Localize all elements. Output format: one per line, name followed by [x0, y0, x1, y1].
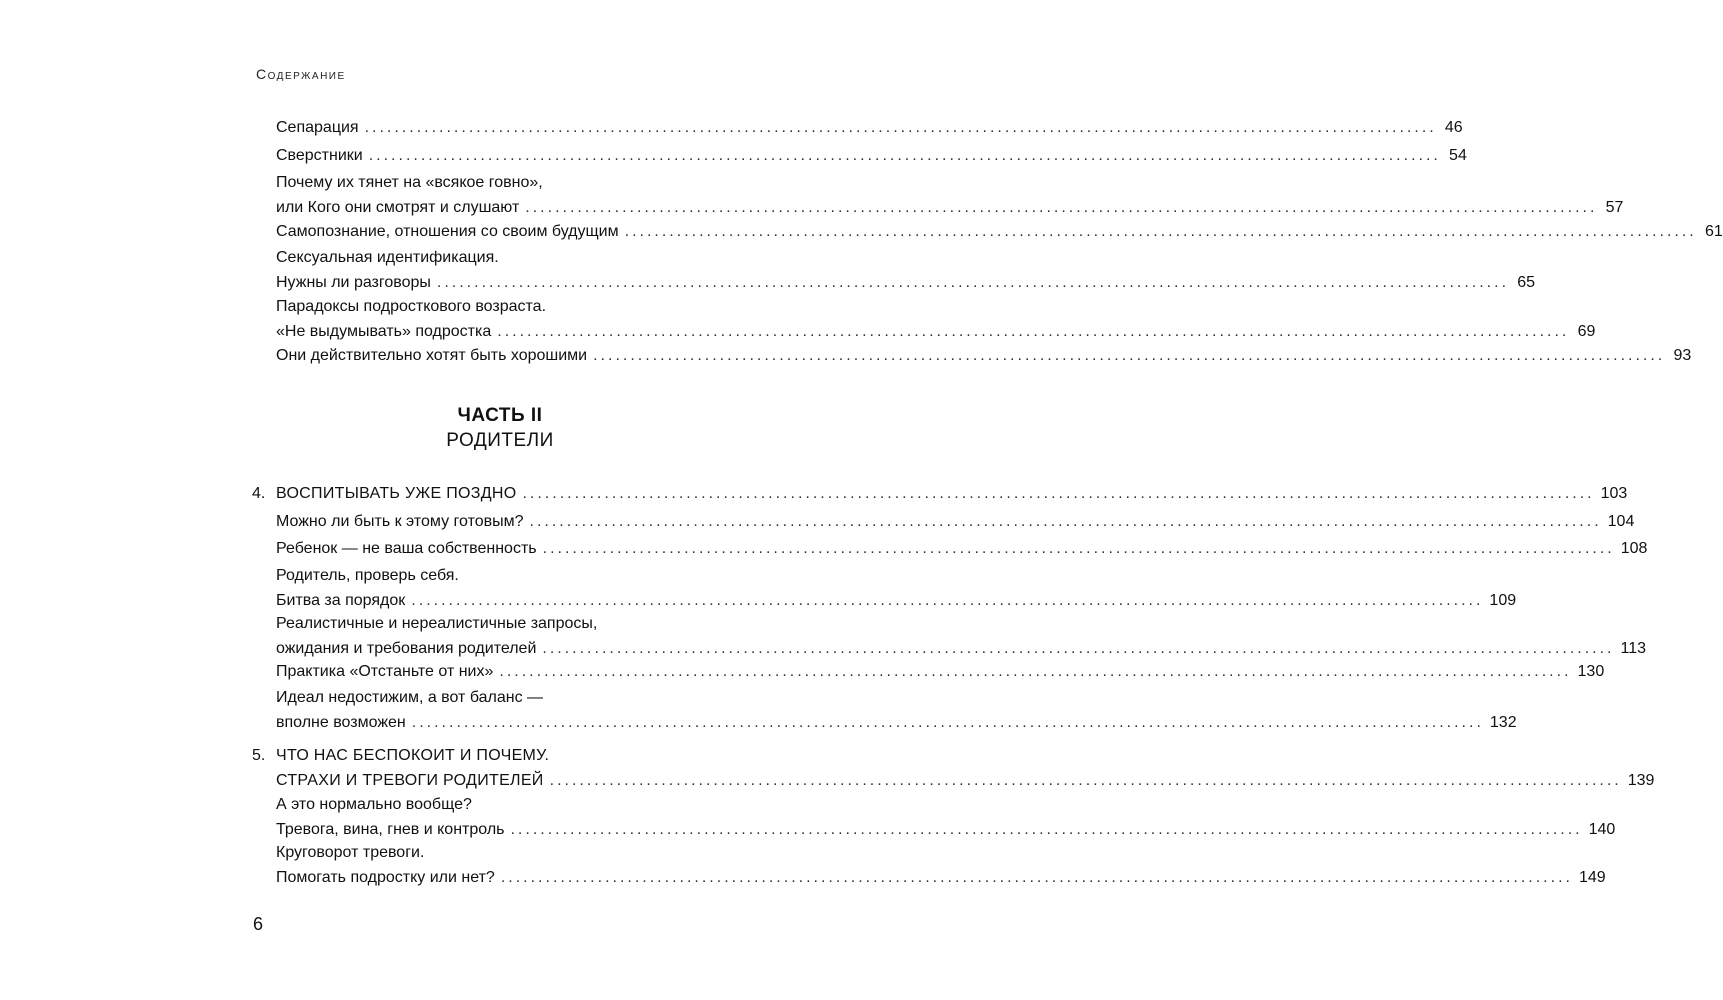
- toc-entry-separation[interactable]: [276, 115, 1463, 140]
- toc-entry-check-yourself[interactable]: [276, 563, 1517, 613]
- toc-entry-title: Битва за порядок: [276, 592, 406, 609]
- leader-dots: ................................................................................................................................................: [549, 772, 1622, 789]
- toc-entry-title: Практика «Отстаньте от них»: [276, 663, 494, 680]
- toc-chapter-title: ВОСПИТЫВАТЬ УЖЕ ПОЗДНО: [276, 485, 517, 502]
- toc-entry-self-knowledge[interactable]: [276, 219, 1723, 244]
- toc-entry-anxiety-cycle[interactable]: [276, 840, 1606, 890]
- toc-entry-leave-them-alone[interactable]: [276, 659, 1605, 684]
- leader-dots: ................................................................................................................................................: [510, 821, 1583, 838]
- toc-entry-title: Ребенок — не ваша собственность: [276, 540, 537, 557]
- toc-entry-title: Нужны ли разговоры: [276, 274, 431, 291]
- toc-page-number: 93: [1673, 347, 1692, 364]
- leader-dots: ................................................................................................................................................: [542, 540, 1615, 557]
- leader-dots: ................................................................................................................................................: [593, 347, 1666, 364]
- toc-entry-not-property[interactable]: [276, 536, 1648, 561]
- toc-entry-title-line: Круговорот тревоги.: [276, 844, 425, 861]
- toc-entry-realistic-requests[interactable]: [276, 611, 1647, 661]
- toc-page-number: 69: [1577, 323, 1596, 340]
- leader-dots: ................................................................................................................................................: [529, 513, 1602, 530]
- toc-page-number: 113: [1620, 640, 1647, 657]
- toc-entry-title: Можно ли быть к этому готовым?: [276, 513, 524, 530]
- toc-entry-paradoxes[interactable]: [276, 294, 1596, 344]
- toc-page-number: 65: [1517, 274, 1536, 291]
- page-number: 6: [253, 914, 264, 934]
- toc-entry-title: Самопознание, отношения со своим будущим: [276, 223, 619, 240]
- toc-entry-title: вполне возможен: [276, 714, 406, 731]
- leader-dots: ................................................................................................................................................: [525, 199, 1598, 216]
- leader-dots: ................................................................................................................................................: [364, 119, 1437, 136]
- toc-entry-title: Тревога, вина, гнев и контроль: [276, 821, 505, 838]
- leader-dots: ................................................................................................................................................: [411, 714, 1484, 731]
- part-title: ЧАСТЬ II: [457, 405, 543, 426]
- toc-page-number: 140: [1588, 821, 1616, 838]
- toc-chapter-title: СТРАХИ И ТРЕВОГИ РОДИТЕЛЕЙ: [276, 772, 544, 789]
- toc-entry-sexual-identification[interactable]: [276, 245, 1536, 295]
- chapter-number: 4.: [252, 485, 266, 502]
- toc-entry-title-line: Парадоксы подросткового возраста.: [276, 298, 547, 315]
- toc-entry-title: ожидания и требования родителей: [276, 640, 537, 657]
- toc-entry-title: Помогать подростку или нет?: [276, 869, 495, 886]
- toc-entry-title-line: Родитель, проверь себя.: [276, 567, 459, 584]
- toc-page-number: 57: [1605, 199, 1624, 216]
- toc-page-number: 132: [1489, 714, 1517, 731]
- toc-entry-title-line: Реалистичные и нереалистичные запросы,: [276, 615, 598, 632]
- leader-dots: ................................................................................................................................................: [624, 223, 1697, 240]
- toc-chapter-4[interactable]: [276, 481, 1628, 506]
- toc-page-number: 139: [1627, 772, 1655, 789]
- toc-chapter-5[interactable]: [276, 743, 1655, 793]
- toc-entry-ready[interactable]: [276, 509, 1635, 534]
- leader-dots: ................................................................................................................................................: [497, 323, 1570, 340]
- toc-entry-peers[interactable]: [276, 143, 1467, 168]
- toc-entry-title: Они действительно хотят быть хорошими: [276, 347, 588, 364]
- toc-entry-title-line: А это нормально вообще?: [276, 796, 472, 813]
- leader-dots: ................................................................................................................................................: [368, 147, 1441, 164]
- toc-page-number: 104: [1607, 513, 1635, 530]
- toc-entry-title: «Не выдумывать» подростка: [276, 323, 492, 340]
- leader-dots: ................................................................................................................................................: [500, 869, 1573, 886]
- running-head: Содержание: [256, 66, 346, 82]
- part-subtitle: РОДИТЕЛИ: [446, 430, 554, 451]
- toc-entry-title-line: Идеал недостижим, а вот баланс —: [276, 689, 544, 706]
- toc-page-number: 103: [1600, 485, 1628, 502]
- leader-dots: ................................................................................................................................................: [522, 485, 1595, 502]
- toc-page-number: 130: [1577, 663, 1605, 680]
- leader-dots: ................................................................................................................................................: [411, 592, 1484, 609]
- toc-entry-is-it-normal[interactable]: [276, 792, 1616, 842]
- toc-entry-title-line: Почему их тянет на «всякое говно»,: [276, 174, 543, 191]
- chapter-number: 5.: [252, 747, 266, 764]
- toc-page-number: 54: [1449, 147, 1467, 164]
- toc-entry-title: Сверстники: [276, 147, 363, 164]
- toc-page-number: 149: [1578, 869, 1606, 886]
- toc-entry-want-to-be-good[interactable]: [276, 343, 1692, 368]
- toc-page-number: 61: [1704, 223, 1723, 240]
- leader-dots: ................................................................................................................................................: [499, 663, 1572, 680]
- toc-page-number: 46: [1444, 119, 1463, 136]
- toc-chapter-title-line: ЧТО НАС БЕСПОКОИТ И ПОЧЕМУ.: [276, 747, 550, 764]
- toc-entry-title: Сепарация: [276, 119, 359, 136]
- toc-page-number: 109: [1489, 592, 1517, 609]
- leader-dots: ................................................................................................................................................: [436, 274, 1510, 291]
- toc-entry-title-line: Сексуальная идентификация.: [276, 249, 499, 266]
- toc-entry-why-attracted[interactable]: [276, 170, 1624, 220]
- leader-dots: ................................................................................................................................................: [542, 640, 1615, 657]
- toc-entry-title: или Кого они смотрят и слушают: [276, 199, 520, 216]
- toc-page-number: 108: [1620, 540, 1648, 557]
- toc-entry-balance[interactable]: [276, 685, 1517, 735]
